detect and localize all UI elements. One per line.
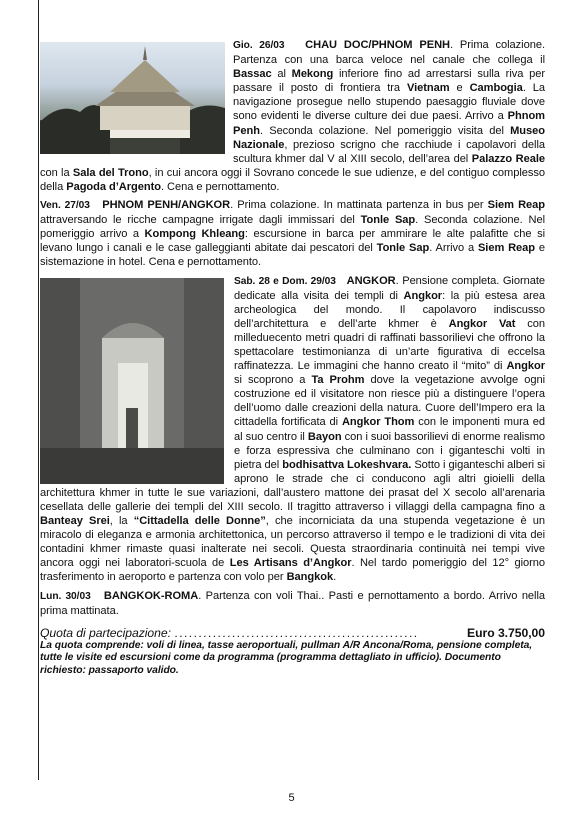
bold-term: Pagoda d’Argento (66, 180, 161, 193)
bold-term: Tonle Sap (376, 242, 430, 255)
bold-term: PHNOM PENH/ANGKOR (102, 199, 231, 212)
text-run: . Partenza con voli Thai.. Pasti e pernottamento a bordo. Arrivo nella prima mattinata. (40, 589, 546, 617)
page-number: 5 (288, 792, 295, 804)
price-section (40, 626, 545, 678)
text-run: , prezioso scrigno che racchiude i capolavori della scultura khmer dal V al XIII secolo, dell’area del (233, 138, 545, 165)
text-run: dove la vegetazione avvolge ogni costruzione ed il visitatore non riesce più a distinguere l’opera dell’uomo dalle creazioni della natura. Cuore dell’Impero era la cittadella fortificata di (234, 374, 545, 429)
bold-term: Ta Prohm (311, 374, 365, 387)
bold-term: Les Artisans d’Angkor (229, 557, 352, 570)
bold-term: Museo Nazionale (233, 124, 545, 151)
text-run: si scoprono a (234, 374, 312, 387)
day-2 (40, 198, 545, 269)
bold-term: Angkor (506, 360, 545, 373)
text-run: Sotto i giganteschi alberi si aprono le strade che ci conducono agli altri gioielli della architettura khmer in tutte le sue variazioni, dall’austero mattone dei prasat del X secolo all’arenaria cesellata delle gallerie dei templi del XIII secolo. Il tragitto attraverso i villaggi della campagna fino a (40, 458, 546, 513)
text-run: . Prima colazione. Partenza con una barca veloce nel canale che collega il (233, 39, 545, 67)
text-run: con la (40, 166, 73, 179)
day-date: Sab. 28 e Dom. 29/03 (234, 275, 336, 287)
bold-term: CHAU DOC/PHNOM PENH (305, 39, 450, 51)
text-run: . Nel tardo pomeriggio del 12° giorno trasferimento in aeroporto e partenza con volo per (40, 557, 545, 584)
text-run: . Pensione completa. Giornate dedicate alla visita dei templi di (234, 274, 545, 302)
text-run: al (271, 68, 292, 81)
text-run: : escursione in barca per ammirare le alte palafitte che si levano lungo i canali e le case galleggianti abitate dai pescatori del (40, 228, 545, 255)
photo-angkor-temple (40, 278, 224, 484)
text-run: . Arrivo a (429, 242, 478, 255)
text-run: e (449, 82, 470, 95)
bold-term: Cambogia (469, 82, 523, 95)
bold-term: Tonle Sap (360, 214, 416, 227)
day-date: Lun. 30/03 (40, 590, 91, 602)
price-value: Euro 3.750,00 (467, 625, 545, 640)
bold-term: BANGKOK-ROMA (103, 589, 199, 602)
bold-term: Banteay Srei (40, 515, 110, 528)
day-3 (40, 274, 545, 585)
text-run: , la (109, 515, 134, 528)
text-run: . (333, 571, 337, 584)
bold-term: Angkor (403, 289, 443, 302)
text-run: , in cui ancora oggi il Sovrano concede le sue udienze, e del contiguo complesso della (40, 166, 545, 193)
text-run: con milleduecento metri quadri di raffinati bassorilievi che offrono la spettacolare testimonianza di un’arte figurativa di eccelsa raffinatezza. Le immagini che hanno creato il “mito” di (234, 317, 545, 373)
day-2-text (40, 199, 545, 268)
itinerary-page (40, 38, 545, 677)
text-run: : la più estesa area archeologica del mondo. Il capolavoro indiscusso dell’architettura e dell’arte khmer è (234, 289, 545, 330)
bold-term: Angkor Vat (448, 317, 516, 330)
text-run: con le imponenti mura ed al suo centro il (234, 416, 545, 443)
text-run: attraversando le ricche campagne irrigate dagli immissari del (40, 214, 361, 227)
price-includes-note: La quota comprende: voli di linea, tasse aeroportuali, pullman A/R Ancona/Roma, pensione completa, tutte le visite ed escursioni come da programma (programma dettagliato in ufficio). Documento richiesto: passaporto valido. (40, 639, 533, 676)
day-1 (40, 38, 545, 194)
leader-dots: ................................................... (174, 625, 420, 640)
bold-term: Bassac (233, 68, 272, 81)
day-date: Gio. 26/03 (233, 40, 285, 51)
day-4-text (40, 590, 545, 617)
photo-silver-pagoda (40, 42, 225, 154)
bold-term: Siem Reap (477, 242, 536, 255)
text-run: inferiore fino ad arrestarsi sulla riva per passare il posto di frontiera tra (233, 68, 545, 95)
bold-term: Palazzo Reale (471, 152, 545, 165)
bold-term: Bangkok (286, 571, 334, 584)
price-label: Quota di partecipazione: (40, 625, 171, 640)
day-4 (40, 589, 545, 618)
bold-term: Bayon (307, 430, 342, 443)
text-run: con i suoi bassorilievi di enorme realismo e forza espressiva che culminano con i giganteschi volti in pietra del (234, 430, 546, 471)
left-margin-rule (38, 0, 39, 780)
bold-term: Mekong (291, 68, 334, 81)
text-run: . Seconda colazione. Nel pomeriggio visita del (259, 124, 511, 137)
text-run: . Prima colazione. In mattinata partenza in bus per (230, 199, 488, 212)
text-run: . Seconda colazione. Nel pomeriggio arrivo a (40, 214, 545, 241)
price-line (40, 626, 545, 640)
text-run: . La navigazione prosegue nello stupendo paesaggio fluviale dove sono evidenti le diverse culture dei due paesi. Arrivo a (233, 82, 546, 123)
text-run: e sistemazione in hotel. Cena e pernottamento. (40, 242, 545, 269)
bold-term: Siem Reap (487, 199, 546, 212)
bold-term: “Cittadella delle Donne” (133, 515, 266, 528)
bold-term: Angkor Thom (341, 416, 415, 429)
bold-term: Phnom Penh (233, 110, 545, 137)
bold-term: Vietnam (406, 82, 450, 95)
day-date: Ven. 27/03 (40, 200, 90, 212)
bold-term: bodhisattva Lokeshvara. (282, 458, 412, 471)
bold-term: Kompong Khleang (144, 228, 245, 241)
text-run: . Cena e pernottamento. (160, 180, 280, 193)
text-run: , che incorniciata da una stupenda vegetazione è un miracolo di eleganza e armonia architettonica, un percorso attraverso il tempo e le tradizioni di vita dei contadini khmer rimaste quasi inalterate nei secoli. Questa straordinaria continuità nei tempi vive ancora oggi nei laboratori-scuola de (40, 515, 545, 570)
bold-term: ANGKOR (346, 274, 396, 287)
bold-term: Sala del Trono (72, 166, 149, 179)
